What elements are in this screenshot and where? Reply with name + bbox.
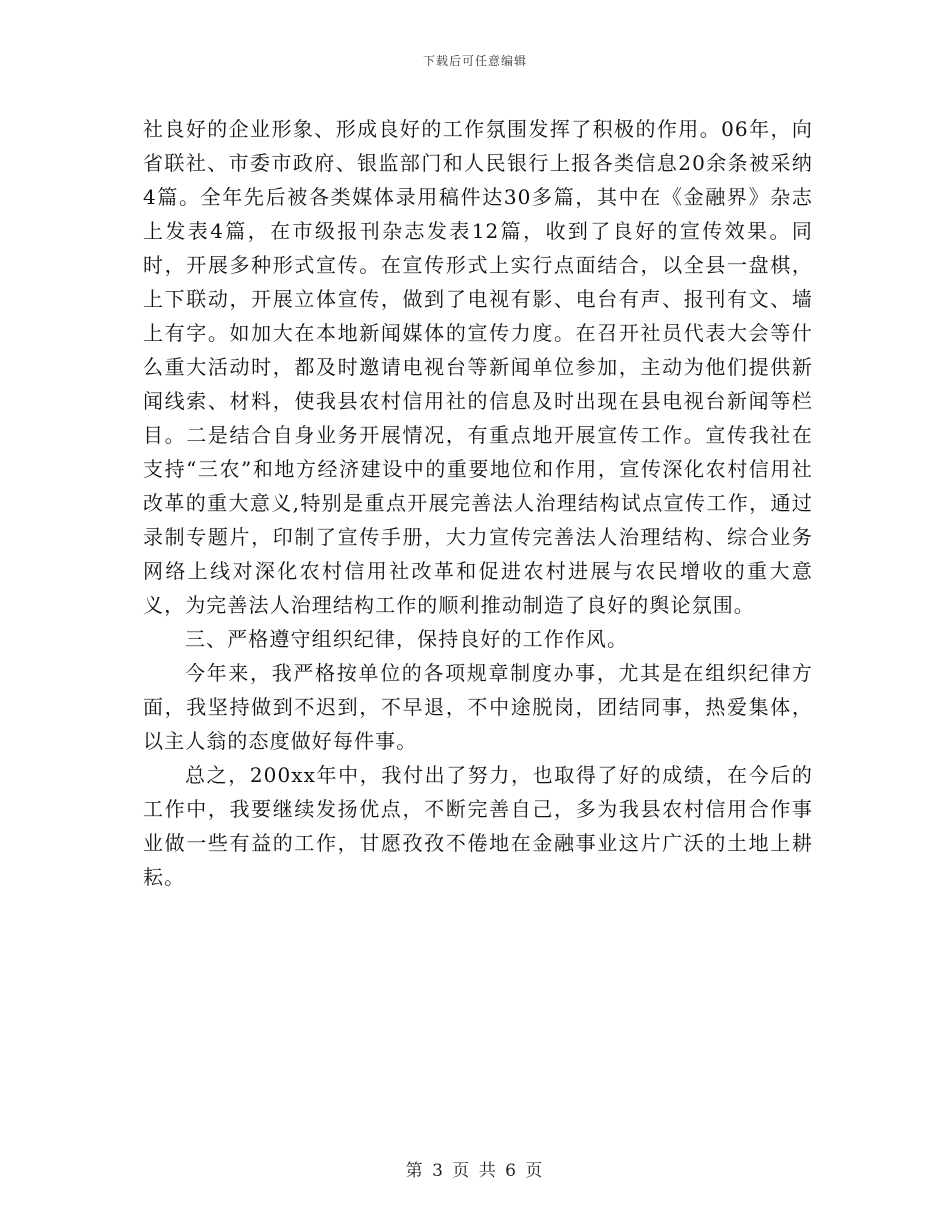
paragraph-summary: 总之，200xx年中，我付出了努力，也取得了好的成绩，在今后的工作中，我要继续发扬优点，不断完善自己，多为我县农村信用合作事业做一些有益的工作，甘愿孜孜不倦地在金融事业这片广沃的土地上耕耘。 <box>143 763 813 889</box>
document-body <box>143 112 813 894</box>
page-footer: 第 3 页 共 6 页 <box>405 1161 545 1181</box>
page-header: 下载后可任意编辑 <box>422 54 527 68</box>
paragraph-discipline: 今年来，我严格按单位的各项规章制度办事，尤其是在组织纪律方面，我坚持做到不迟到，不早退，不中途脱岗，团结同事，热爱集体，以主人翁的态度做好每件事。 <box>143 661 813 753</box>
section-heading: 三、严格遵守组织纪律，保持良好的工作作风。 <box>185 627 629 651</box>
paragraph-continuation: 社良好的企业形象、形成良好的工作氛围发挥了积极的作用。06年，向省联社、市委市政府、银监部门和人民银行上报各类信息20余条被采纳4篇。全年先后被各类媒体录用稿件达30多篇，其中在《金融界》杂志上发表4篇，在市级报刊杂志发表12篇，收到了良好的宣传效果。同时，开展多种形式宣传。在宣传形式上实行点面结合，以全县一盘棋，上下联动，开展立体宣传，做到了电视有影、电台有声、报刊有文、墙上有字。如加大在本地新闻媒体的宣传力度。在召开社员代表大会等什么重大活动时，都及时邀请电视台等新闻单位参加，主动为他们提供新闻线索、材料，使我县农村信用社的信息及时出现在县电视台新闻等栏目。二是结合自身业务开展情况，有重点地开展宣传工作。宣传我社在支持“三农”和地方经济建设中的重要地位和作用，宣传深化农村信用社改革的重大意义,特别是重点开展完善法人治理结构试点宣传工作，通过录制专题片，印制了宣传手册，大力宣传完善法人治理结构、综合业务网络上线对深化农村信用社改革和促进农村进展与农民增收的重大意义，为完善法人治理结构工作的顺利推动制造了良好的舆论氛围。 <box>143 117 813 617</box>
